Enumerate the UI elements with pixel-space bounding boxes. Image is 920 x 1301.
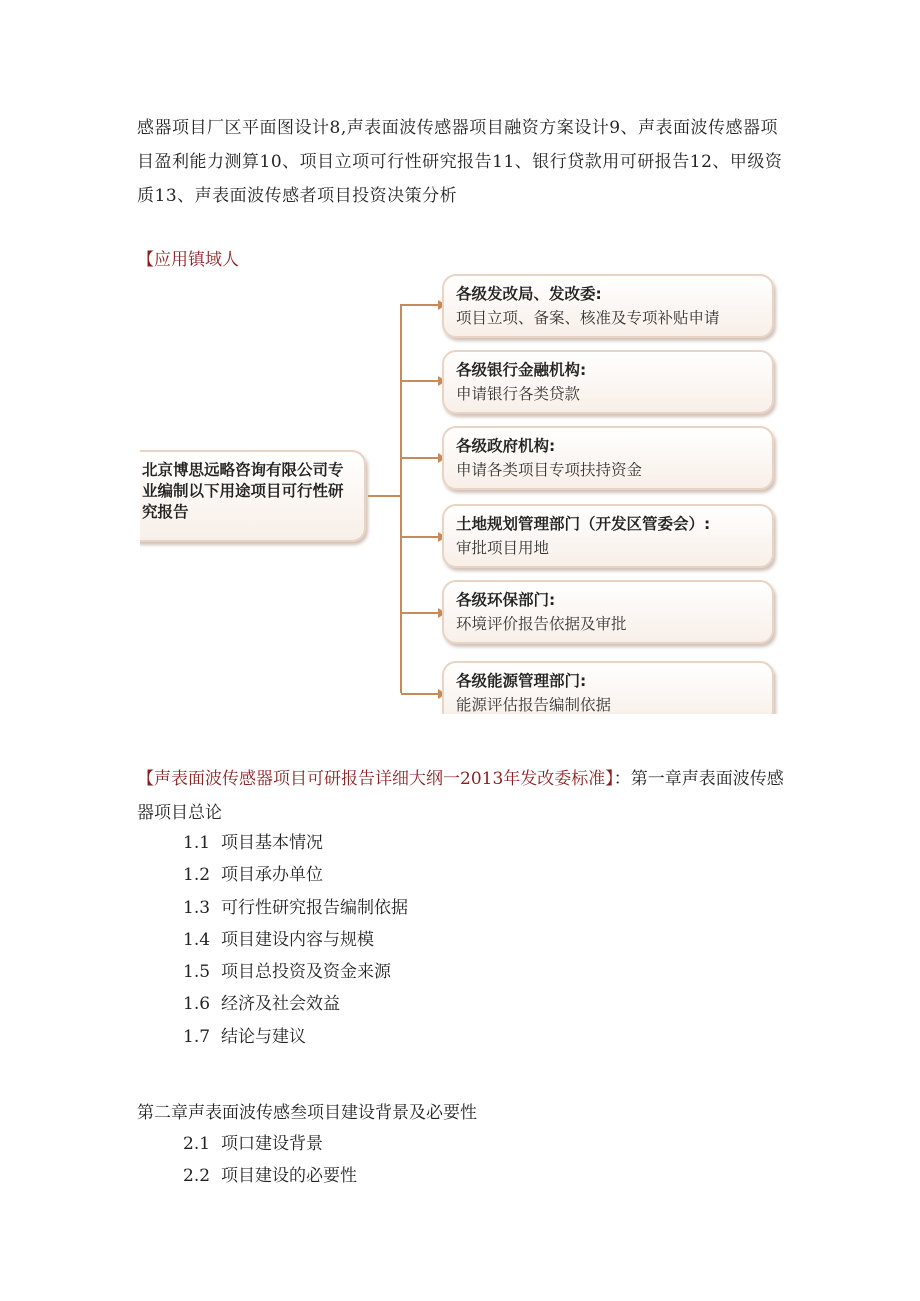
diagram-center-box: 北京博思远略咨询有限公司专业编制以下用途项目可行性研究报告	[140, 450, 366, 542]
chapter1-title: ：第一章声表面波传感器项目总论	[137, 769, 784, 823]
branch-description: 项目立项、备案、核准及专项补贴申请	[456, 309, 720, 327]
toc-item	[183, 1160, 357, 1192]
section-label-application: 【应用镇域人	[137, 250, 239, 270]
diagram-branch-box	[442, 580, 774, 644]
application-diagram	[140, 268, 780, 714]
toc-text: 项口建设背景	[221, 1134, 323, 1154]
toc-number: 1.7	[183, 1026, 211, 1047]
toc-number: 1.1	[183, 833, 211, 853]
toc-item	[183, 988, 408, 1020]
toc-text: 项目建设内容与规模	[221, 929, 374, 950]
branch-title: 各级政府机构:	[456, 437, 556, 455]
branch-title: 各级发改局、发改委:	[456, 285, 602, 303]
connector-arrow	[401, 536, 439, 538]
connector-trunk-vertical	[400, 304, 402, 693]
branch-description: 审批项目用地	[456, 539, 550, 557]
toc-item	[183, 1021, 408, 1053]
toc-number: 1.2	[183, 865, 211, 886]
toc-number: 1.3	[183, 897, 211, 918]
diagram-branch-box	[442, 661, 774, 714]
toc-text: 项目承办单位	[221, 865, 323, 886]
diagram-branch-box	[442, 350, 774, 414]
toc-text: 项目总投资及资金来源	[221, 962, 391, 983]
branch-title: 各级环保部门:	[456, 591, 556, 609]
branch-description: 申请各类项目专项扶持资金	[456, 461, 643, 479]
branch-title: 各级能源管理部门:	[456, 672, 587, 690]
connector-arrow	[401, 380, 439, 382]
toc-text: 可行性研究报告编制依据	[221, 897, 408, 918]
toc-number: 1.6	[183, 994, 211, 1015]
branch-description: 能源评估报告编制依据	[456, 696, 612, 714]
toc-item	[183, 956, 408, 988]
toc-number: 1.4	[183, 929, 211, 950]
chapter2-title: 第二章声表面波传感叁项目建设背景及必要性	[137, 1103, 477, 1123]
toc-item	[183, 924, 408, 956]
toc-item	[183, 1128, 357, 1160]
branch-description: 申请银行各类贷款	[456, 385, 581, 403]
diagram-branch-box	[442, 274, 774, 338]
toc-item	[183, 892, 408, 924]
toc-text: 项目基本情况	[221, 833, 323, 853]
toc-text: 经济及社会效益	[221, 994, 340, 1015]
connector-arrow	[401, 457, 439, 459]
outline-heading	[137, 762, 787, 830]
diagram-branch-box	[442, 426, 774, 490]
branch-title: 土地规划管理部门（开发区管委会）:	[456, 515, 711, 533]
outline-heading-title: 【声表面波传感器项目可研报告详细大纲一2013年发改委标准】	[137, 769, 614, 789]
branch-description: 环境评价报告依据及审批	[456, 615, 627, 633]
toc-number: 2.1	[183, 1134, 211, 1154]
toc-number: 1.5	[183, 962, 211, 983]
connector-trunk-horizontal	[368, 495, 400, 497]
diagram-branch-box	[442, 504, 774, 568]
connector-arrow	[401, 693, 439, 695]
toc-item	[183, 859, 408, 891]
toc-number: 2.2	[183, 1166, 211, 1187]
connector-arrow	[401, 612, 439, 614]
branch-title: 各级银行金融机构:	[456, 361, 587, 379]
connector-arrow	[401, 304, 439, 306]
toc-text: 结论与建议	[221, 1026, 306, 1047]
chapter2-toc	[183, 1128, 357, 1193]
toc-text: 项目建设的必要性	[221, 1166, 357, 1187]
toc-item	[183, 827, 408, 859]
chapter1-toc	[183, 827, 408, 1053]
intro-paragraph: 感器项目厂区平面图设计8,声表面波传感器项目融资方案设计9、声表面波传感器项目盈利能力测算10、项目立项可行性研究报告11、银行贷款用可研报告12、甲级资质13、声表面波传感者项目投资决策分析	[137, 118, 783, 206]
